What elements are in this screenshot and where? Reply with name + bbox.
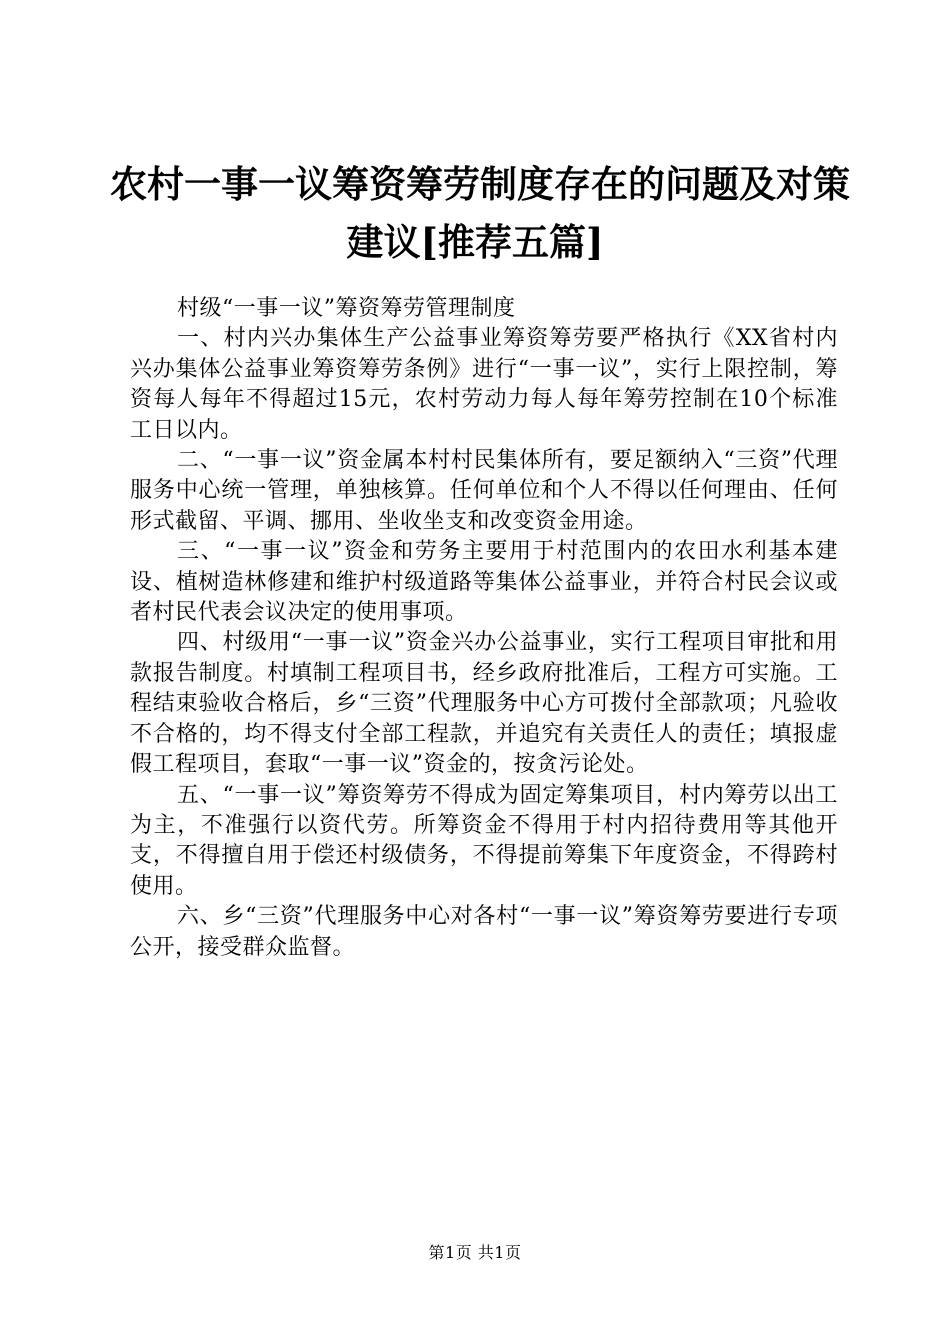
body-paragraph-3: 三、“一事一议”资金和劳务主要用于村范围内的农田水利基本建设、植树造林修建和维护村级道路等集体公益事业，并符合村民会议或者村民代表会议决定的使用事项。 xyxy=(130,539,838,626)
body-paragraph-4: 四、村级用“一事一议”资金兴办公益事业，实行工程项目审批和用款报告制度。村填制工程项目书，经乡政府批准后，工程方可实施。工程结束验收合格后，乡“三资”代理服务中心方可拨付全部款项；凡验收不合格的，均不得支付全部工程款，并追究有关责任人的责任；填报虚假工程项目，套取“一事一议”资金的，按贪污论处。 xyxy=(130,630,838,778)
page-number-footer: 第1页 共1页 xyxy=(428,1243,522,1262)
document-body xyxy=(130,294,838,963)
document-title-line-2: 建议[推荐五篇] xyxy=(346,220,604,264)
body-paragraph-2: 二、“一事一议”资金属本村村民集体所有，要足额纳入“三资”代理服务中心统一管理，单独核算。任何单位和个人不得以任何理由、任何形式截留、平调、挪用、坐收坐支和改变资金用途。 xyxy=(130,448,838,534)
section-heading: 村级“一事一议”筹资筹劳管理制度 xyxy=(177,296,516,321)
body-paragraph-1: 一、村内兴办集体生产公益事业筹资筹劳要严格执行《XX省村内兴办集体公益事业筹资筹劳条例》进行“一事一议”，实行上限控制，筹资每人每年不得超过15元，农村劳动力每人每年筹劳控制在10个标准工日以内。 xyxy=(130,326,838,443)
document-title-line-1: 农村一事一议筹资筹劳制度存在的问题及对策 xyxy=(110,162,850,206)
body-paragraph-5: 五、“一事一议”筹资筹劳不得成为固定筹集项目，村内筹劳以出工为主，不准强行以资代劳。所筹资金不得用于村内招待费用等其他开支，不得擅自用于偿还村级债务，不得提前筹集下年度资金，不得跨村使用。 xyxy=(130,782,838,899)
body-paragraph-6: 六、乡“三资”代理服务中心对各村“一事一议”筹资筹劳要进行专项公开，接受群众监督。 xyxy=(130,904,838,960)
